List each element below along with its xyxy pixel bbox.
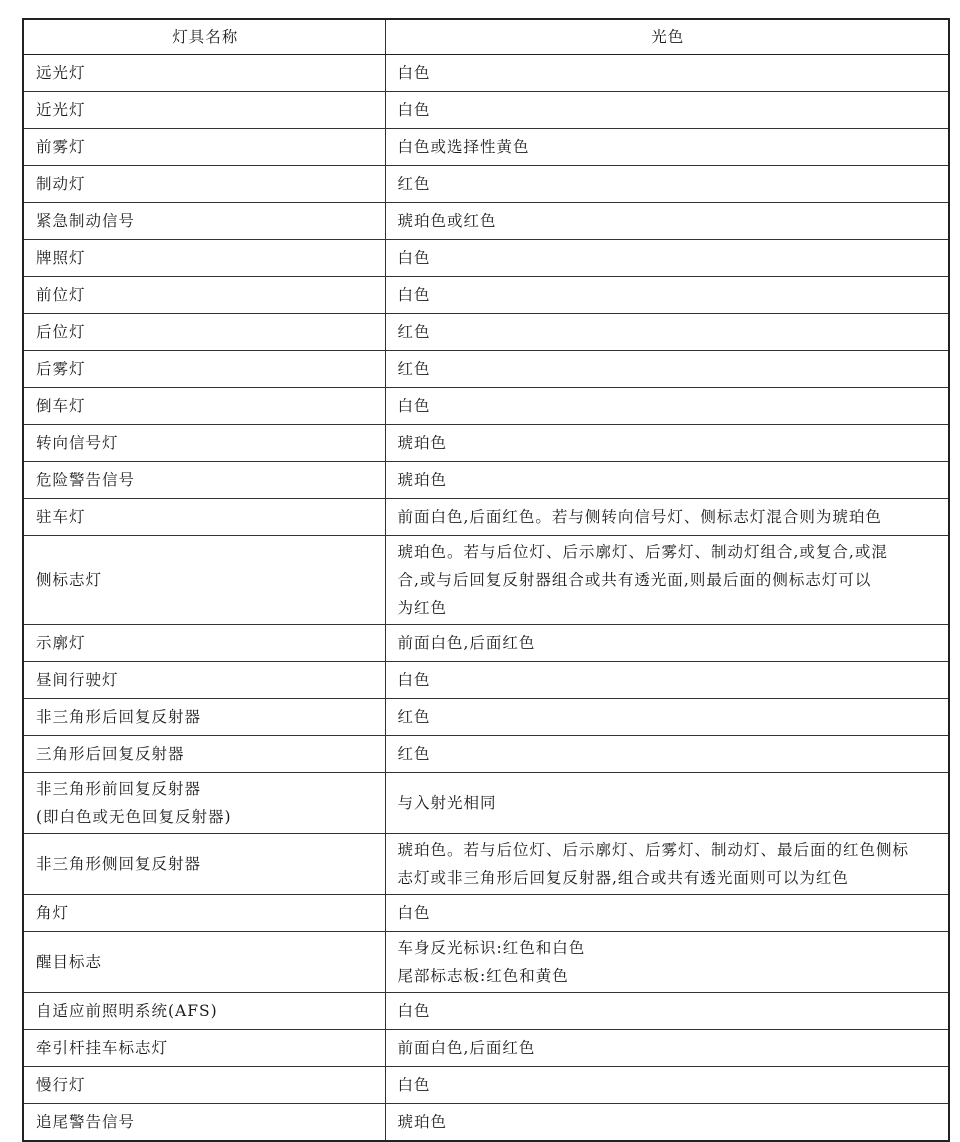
light-color-cell xyxy=(385,1067,949,1104)
table-row xyxy=(23,895,949,932)
light-color-cell xyxy=(385,834,949,895)
light-color-text: 白色 xyxy=(397,1076,431,1094)
lamp-name-cell xyxy=(23,166,385,203)
lamp-name-text: 制动灯 xyxy=(36,175,86,193)
lamp-name-cell xyxy=(23,773,385,834)
light-color-cell xyxy=(385,462,949,499)
table-row xyxy=(23,129,949,166)
lamp-name-text: 近光灯 xyxy=(36,101,86,119)
table-row xyxy=(23,1067,949,1104)
light-color-text: 前面白色,后面红色 xyxy=(397,1039,536,1057)
light-color-cell xyxy=(385,129,949,166)
light-color-cell xyxy=(385,388,949,425)
light-color-text: 白色 xyxy=(397,904,431,922)
light-color-text: 琥珀色。若与后位灯、后示廓灯、后雾灯、制动灯组合,或复合,或混 xyxy=(397,543,888,561)
light-color-text: 白色 xyxy=(397,101,431,119)
table-row xyxy=(23,240,949,277)
light-color-text: 琥珀色或红色 xyxy=(397,212,497,230)
lamp-name-cell xyxy=(23,129,385,166)
table-row xyxy=(23,699,949,736)
lamp-name-text: 慢行灯 xyxy=(36,1076,86,1094)
lamp-name-cell xyxy=(23,425,385,462)
lamp-name-cell xyxy=(23,662,385,699)
table-row xyxy=(23,625,949,662)
light-color-cell xyxy=(385,662,949,699)
light-color-cell xyxy=(385,993,949,1030)
table-row xyxy=(23,314,949,351)
light-color-cell xyxy=(385,351,949,388)
lamp-name-text: (即白色或无色回复反射器) xyxy=(36,808,232,826)
table-row xyxy=(23,203,949,240)
document-page xyxy=(22,18,948,1142)
light-color-text: 琥珀色 xyxy=(397,434,448,452)
table-header-row xyxy=(23,19,949,55)
light-color-text: 白色 xyxy=(397,64,431,82)
light-color-text: 白色或选择性黄色 xyxy=(397,138,530,156)
lamp-name-text: 追尾警告信号 xyxy=(36,1113,136,1131)
light-color-cell xyxy=(385,536,949,625)
light-color-text: 琥珀色。若与后位灯、后示廓灯、后雾灯、制动灯、最后面的红色侧标 xyxy=(397,841,910,859)
lamp-name-cell xyxy=(23,1030,385,1067)
table-row xyxy=(23,55,949,92)
light-color-text: 为红色 xyxy=(397,599,448,617)
lamp-name-cell xyxy=(23,932,385,993)
lamp-name-text: 醒目标志 xyxy=(36,953,103,971)
table-row xyxy=(23,1030,949,1067)
lamp-name-text: 危险警告信号 xyxy=(36,471,136,489)
lamp-name-cell xyxy=(23,499,385,536)
lamp-name-text: 牵引杆挂车标志灯 xyxy=(36,1039,169,1057)
lamp-name-text: 自适应前照明系统(AFS) xyxy=(36,1002,218,1020)
lamp-name-cell xyxy=(23,240,385,277)
light-color-cell xyxy=(385,203,949,240)
light-color-text: 红色 xyxy=(397,360,431,378)
lamp-name-cell xyxy=(23,699,385,736)
light-color-cell xyxy=(385,736,949,773)
table-row xyxy=(23,462,949,499)
lamp-name-text: 非三角形前回复反射器 xyxy=(36,780,202,798)
light-color-text: 红色 xyxy=(397,745,431,763)
header-lamp-name: 灯具名称 xyxy=(23,19,385,55)
light-color-cell xyxy=(385,932,949,993)
light-color-text: 白色 xyxy=(397,249,431,267)
light-color-text: 合,或与后回复反射器组合或共有透光面,则最后面的侧标志灯可以 xyxy=(397,571,872,589)
light-color-text: 白色 xyxy=(397,671,431,689)
table-row xyxy=(23,92,949,129)
table-row xyxy=(23,425,949,462)
light-color-text: 与入射光相同 xyxy=(397,794,497,812)
table-row xyxy=(23,662,949,699)
light-color-text: 白色 xyxy=(397,1002,431,1020)
light-color-cell xyxy=(385,92,949,129)
light-color-text: 琥珀色 xyxy=(397,471,448,489)
lamp-name-cell xyxy=(23,55,385,92)
light-color-text: 前面白色,后面红色。若与侧转向信号灯、侧标志灯混合则为琥珀色 xyxy=(397,508,882,526)
lamp-name-text: 非三角形侧回复反射器 xyxy=(36,855,202,873)
lamp-name-cell xyxy=(23,834,385,895)
table-row xyxy=(23,277,949,314)
table-row xyxy=(23,736,949,773)
light-color-cell xyxy=(385,240,949,277)
light-color-cell xyxy=(385,55,949,92)
light-color-cell xyxy=(385,625,949,662)
table-row xyxy=(23,932,949,993)
lamp-name-text: 驻车灯 xyxy=(36,508,86,526)
light-color-text: 尾部标志板:红色和黄色 xyxy=(397,967,569,985)
lamp-name-text: 三角形后回复反射器 xyxy=(36,745,185,763)
lamp-name-text: 前位灯 xyxy=(36,286,86,304)
lamp-name-text: 昼间行驶灯 xyxy=(36,671,119,689)
table-row xyxy=(23,388,949,425)
light-color-text: 志灯或非三角形后回复反射器,组合或共有透光面则可以为红色 xyxy=(397,869,849,887)
header-light-color: 光色 xyxy=(385,19,949,55)
lamp-name-cell xyxy=(23,314,385,351)
lamp-name-cell xyxy=(23,1104,385,1142)
lamp-name-text: 后位灯 xyxy=(36,323,86,341)
light-color-text: 白色 xyxy=(397,397,431,415)
light-color-text: 前面白色,后面红色 xyxy=(397,634,536,652)
lamp-name-text: 转向信号灯 xyxy=(36,434,119,452)
table-row xyxy=(23,834,949,895)
lamp-name-cell xyxy=(23,736,385,773)
lamp-name-text: 示廓灯 xyxy=(36,634,86,652)
light-color-text: 白色 xyxy=(397,286,431,304)
lamp-name-cell xyxy=(23,895,385,932)
light-color-cell xyxy=(385,699,949,736)
table-row xyxy=(23,993,949,1030)
lamp-name-cell xyxy=(23,993,385,1030)
light-color-cell xyxy=(385,314,949,351)
lamp-name-text: 紧急制动信号 xyxy=(36,212,136,230)
lamp-name-cell xyxy=(23,203,385,240)
light-color-cell xyxy=(385,895,949,932)
table-row xyxy=(23,1104,949,1142)
light-color-text: 车身反光标识:红色和白色 xyxy=(397,939,586,957)
light-color-cell xyxy=(385,1104,949,1142)
light-color-cell xyxy=(385,425,949,462)
lamp-name-text: 倒车灯 xyxy=(36,397,86,415)
light-color-cell xyxy=(385,277,949,314)
table-body xyxy=(23,55,949,1142)
lamp-name-cell xyxy=(23,388,385,425)
lamp-name-text: 远光灯 xyxy=(36,64,86,82)
light-color-cell xyxy=(385,1030,949,1067)
table-row xyxy=(23,499,949,536)
lamp-name-cell xyxy=(23,277,385,314)
lamp-name-cell xyxy=(23,1067,385,1104)
table-row xyxy=(23,166,949,203)
lamp-name-text: 后雾灯 xyxy=(36,360,86,378)
lamp-name-text: 牌照灯 xyxy=(36,249,86,267)
table-row xyxy=(23,536,949,625)
light-color-text: 红色 xyxy=(397,323,431,341)
table-row xyxy=(23,351,949,388)
light-color-text: 琥珀色 xyxy=(397,1113,448,1131)
table-row xyxy=(23,773,949,834)
lamp-name-text: 非三角形后回复反射器 xyxy=(36,708,202,726)
light-color-text: 红色 xyxy=(397,708,431,726)
lamp-name-text: 前雾灯 xyxy=(36,138,86,156)
light-color-cell xyxy=(385,499,949,536)
light-color-cell xyxy=(385,166,949,203)
lamp-name-cell xyxy=(23,625,385,662)
lamp-name-cell xyxy=(23,92,385,129)
light-color-text: 红色 xyxy=(397,175,431,193)
light-color-cell xyxy=(385,773,949,834)
lamp-name-cell xyxy=(23,351,385,388)
lamp-name-text: 侧标志灯 xyxy=(36,571,103,589)
lamp-name-text: 角灯 xyxy=(36,904,70,922)
lamp-name-cell xyxy=(23,536,385,625)
lamp-name-cell xyxy=(23,462,385,499)
lamp-color-table xyxy=(22,18,950,1142)
